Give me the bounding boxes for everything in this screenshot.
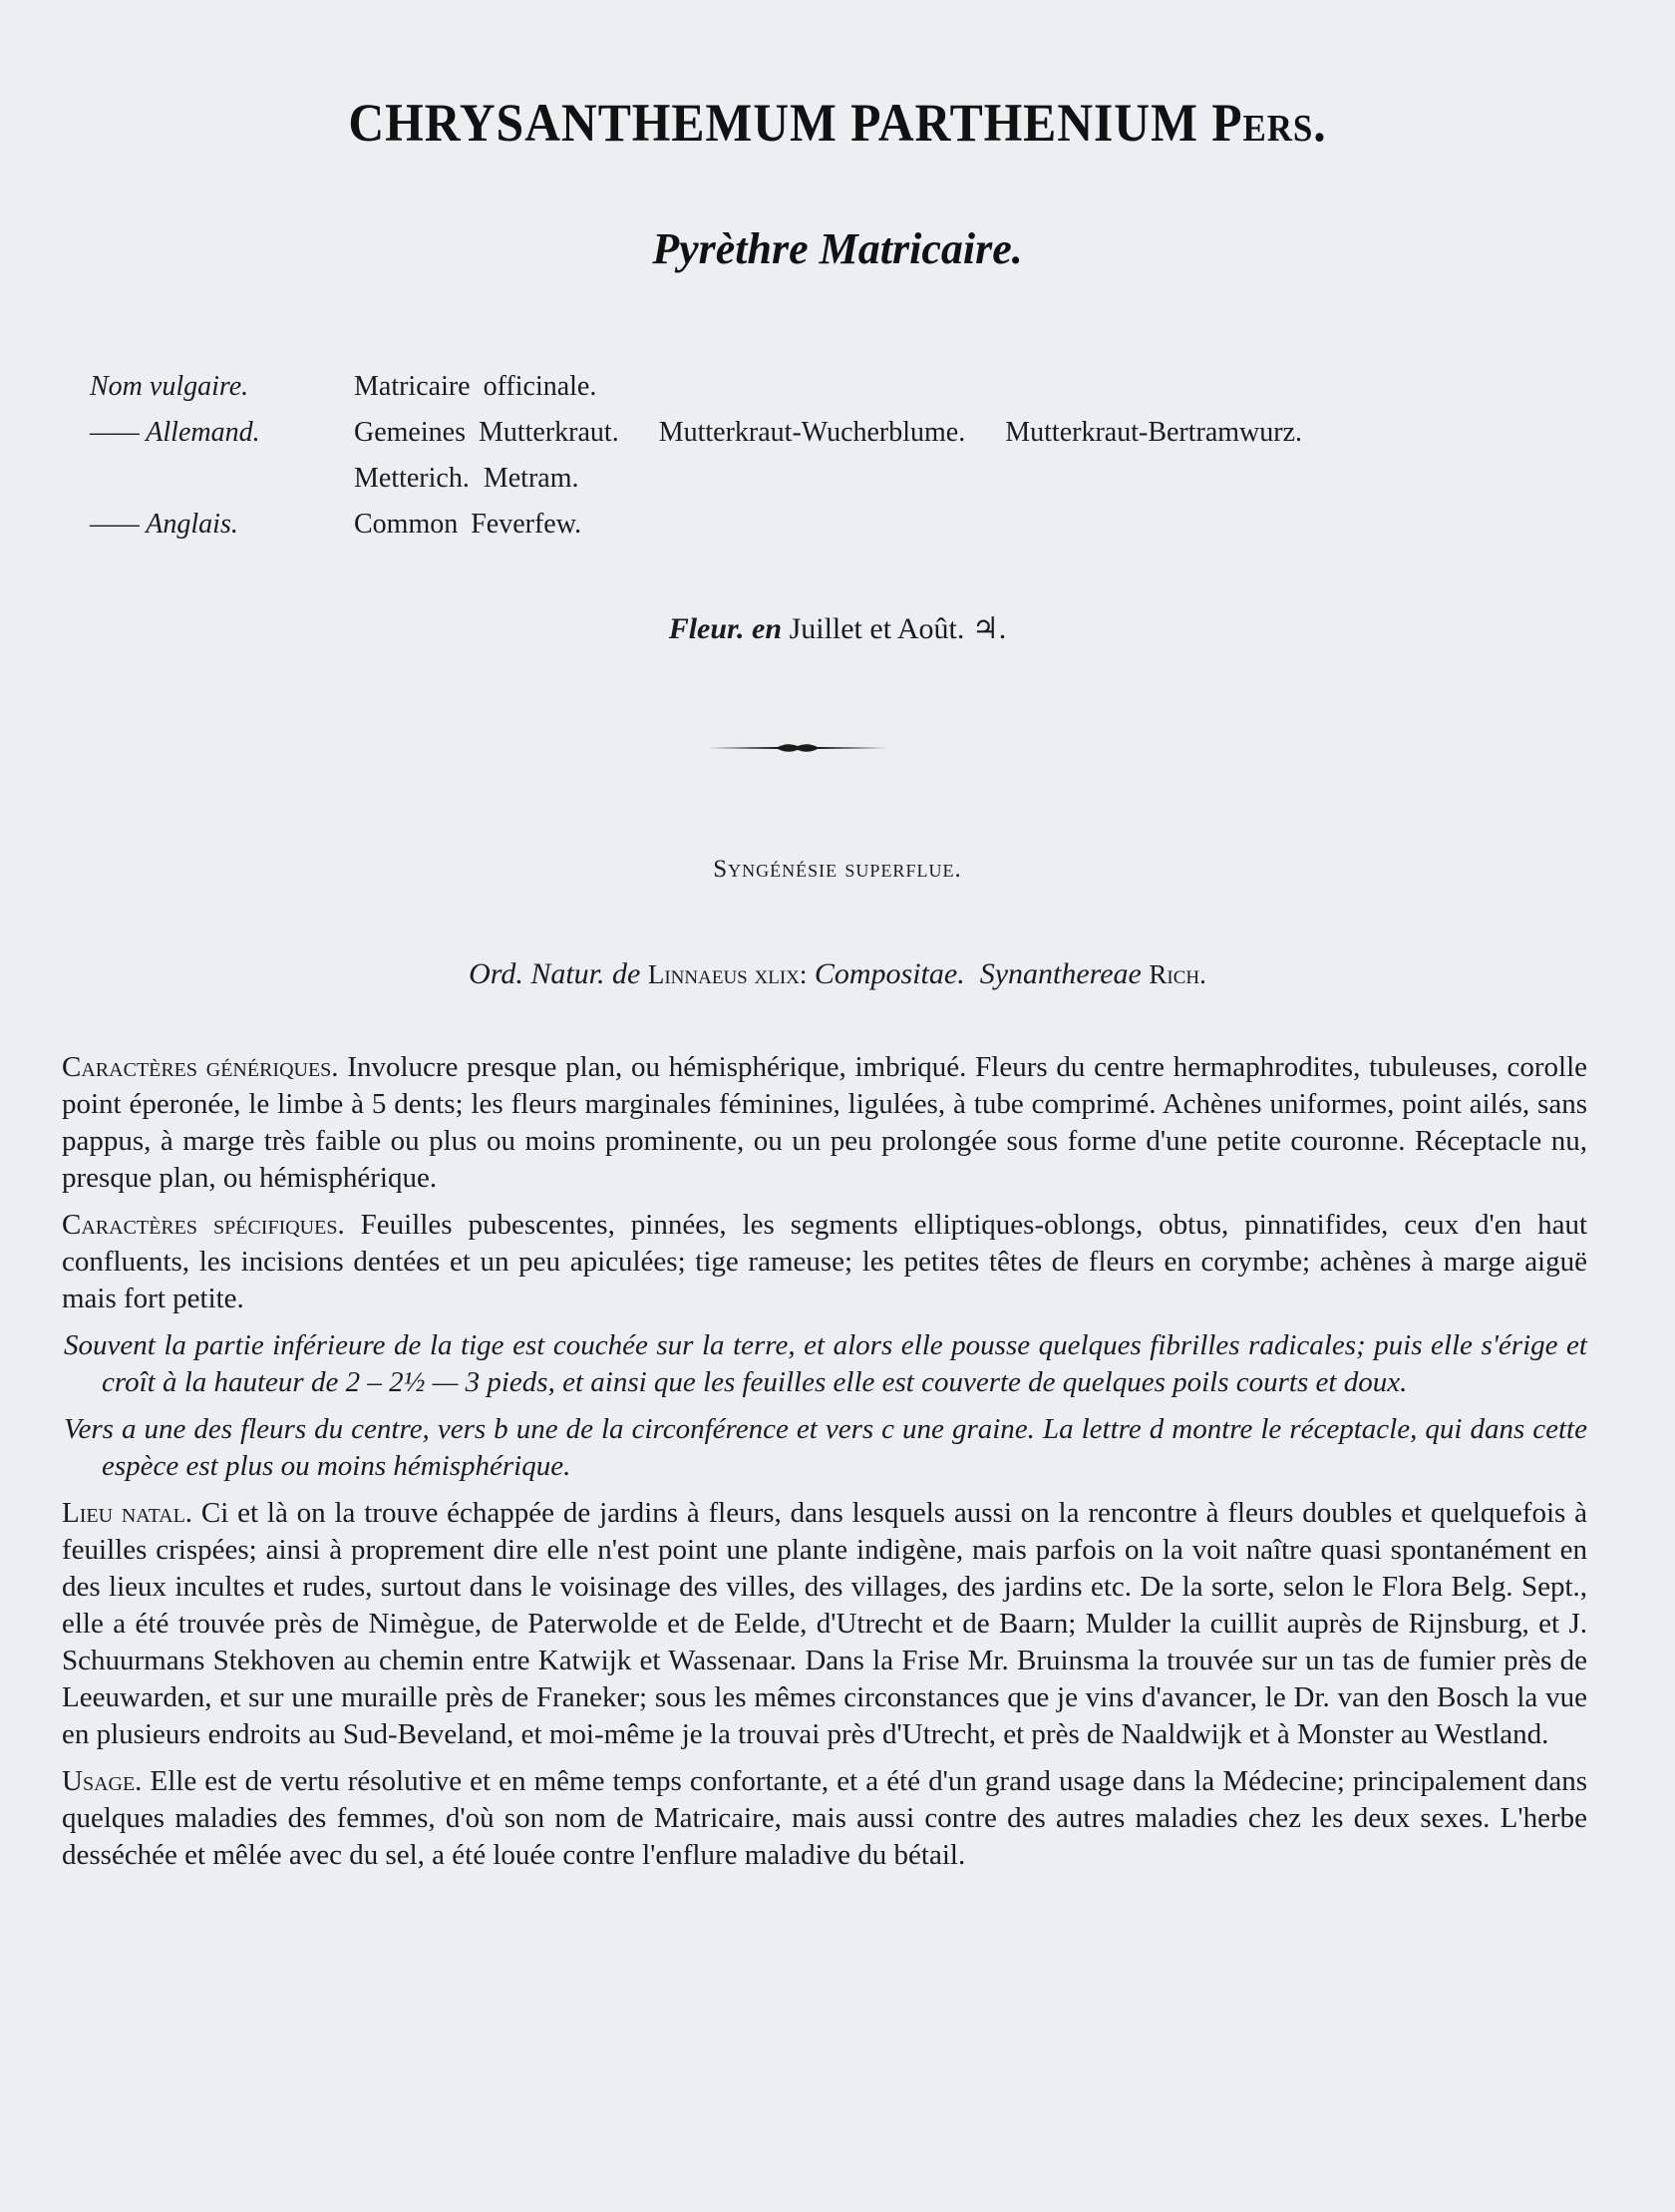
native-habitat — [62, 1495, 1587, 1753]
section-text: Ci et là on la trouve échappée de jardins à fleurs, dans lesquels aussi on la rencontre à fleurs doubles et quelquefois à feuilles crispées; ainsi à proprement dire elle n'est point une plante indigène, mais parfois on la voit naître quasi spontanément en des lieux incultes et rudes, surtout dans le voisinage des villes, des villages, des jardins etc. De la sorte, selon le Flora Belg. Sept., elle a été trouvée près de Nimègue, de Paterwolde et de Eelde, d'Utrecht et de Baarn; Mulder la cuillit auprès de Rijnsburg, et J. Schuurmans Stekhoven au chemin entre Katwijk et Wassenaar. Dans la Frise Mr. Bruinsma la trouvée sur un tas de fumier près de Leeuwarden, et sur une muraille près de Franeker; sous les mêmes circonstances que je vins d'avancer, le Dr. van den Bosch la vue en plusieurs endroits au Sud-Beveland, et moi-même je la trouvai près d'Utrecht, et près de Naaldwijk et à Monster au Westland. — [62, 1497, 1588, 1750]
name-value: Mutterkraut-Bertramwurz. — [1005, 417, 1303, 448]
order-synonym: Synanthereae — [979, 957, 1142, 990]
perennial-symbol: ♃. — [971, 612, 1007, 645]
name-value: Metram. — [483, 463, 579, 494]
order-synonym-author: Rich. — [1149, 959, 1206, 989]
order-prefix: Ord. Natur. de — [469, 957, 641, 990]
names-row — [90, 456, 1342, 502]
flowering-period — [0, 611, 1675, 646]
page-subtitle: Pyrèthre Matricaire. — [652, 224, 1023, 273]
order-family: Compositae. — [814, 957, 965, 990]
page-title — [67, 92, 1608, 154]
section-text: Involucre presque plan, ou hémisphérique, imbriqué. Fleurs du centre hermaphrodites, tubuleuses, corolle point éperonée, le limbe à 5 dents; les fleurs marginales féminines, ligulées, à tube comprimé. Achènes uniformes, point ailés, sans pappus, à marge très faible ou plus ou moins prominente, ou un peu prolongée sous forme d'une petite couronne. Réceptacle nu, presque plan, ou hémisphérique. — [62, 1051, 1587, 1194]
section-text: Feuilles pubescentes, pinnées, les segments elliptiques-oblongs, obtus, pinnatifides, ceux d'en haut confluents, les incisions dentées et un peu apiculées; tige rameuse; les petites têtes de fleurs en corymbe; achènes à marge aiguë mais fort petite. — [62, 1209, 1588, 1314]
natural-order — [0, 957, 1675, 991]
name-value: Metterich. — [354, 463, 470, 494]
flowering-months: Juillet et Août. — [789, 612, 965, 645]
section-heading: Caractères génériques. — [62, 1051, 339, 1083]
usage — [62, 1763, 1587, 1874]
ornament-divider-icon — [708, 740, 887, 756]
title-author: Pers. — [1211, 93, 1327, 153]
title-species: CHRYSANTHEMUM PARTHENIUM — [348, 93, 1198, 153]
figure-note: Vers a une des fleurs du centre, vers b une de la circonférence et vers c une graine. La lettre d montre le réceptacle, qui dans cette espèce est plus ou moins hémisphérique. — [64, 1413, 1587, 1482]
section-heading: Lieu natal. — [62, 1497, 193, 1529]
names-label — [90, 456, 354, 502]
section-text: Elle est de vertu résolutive et en même temps confortante, et a été d'un grand usage dans la Médecine; principalement dans quelques maladies des femmes, d'où son nom de Matricaire, mais aussi contre des autres maladies chez les deux sexes. L'herbe desséchée et mêlée avec du sel, a été louée contre l'enflure maladive du bétail. — [62, 1765, 1588, 1871]
specific-characters — [62, 1207, 1587, 1317]
name-value: Mutterkraut-Wucherblume. — [658, 417, 966, 448]
names-row — [90, 502, 1342, 548]
names-row — [90, 410, 1342, 456]
generic-characters — [62, 1049, 1587, 1197]
flowering-label: Fleur. en — [668, 612, 783, 645]
section-heading: Caractères spécifiques. — [62, 1209, 345, 1241]
common-names — [90, 364, 1342, 548]
names-label: Nom vulgaire. — [90, 371, 249, 402]
names-label: —— Anglais. — [90, 509, 238, 540]
name-value: Common Feverfew. — [354, 509, 582, 540]
name-value: Matricaire officinale. — [354, 371, 597, 402]
habit-note: Souvent la partie inférieure de la tige est couchée sur la terre, et alors elle pousse quelques fibrilles radicales; puis elle s'érige et croît à la hauteur de 2 – 2½ — 3 pieds, et ainsi que les feuilles elle est couverte de quelques poils courts et doux. — [64, 1329, 1587, 1398]
names-row — [90, 364, 1342, 410]
description-body — [62, 1049, 1587, 1884]
order-linnaeus: Linnaeus xlix: — [647, 959, 808, 989]
name-value: Gemeines Mutterkraut. — [354, 417, 619, 448]
names-label: —— Allemand. — [90, 417, 260, 448]
section-heading: Usage. — [62, 1765, 143, 1797]
linnaean-class: Syngénésie superflue. — [713, 856, 962, 883]
